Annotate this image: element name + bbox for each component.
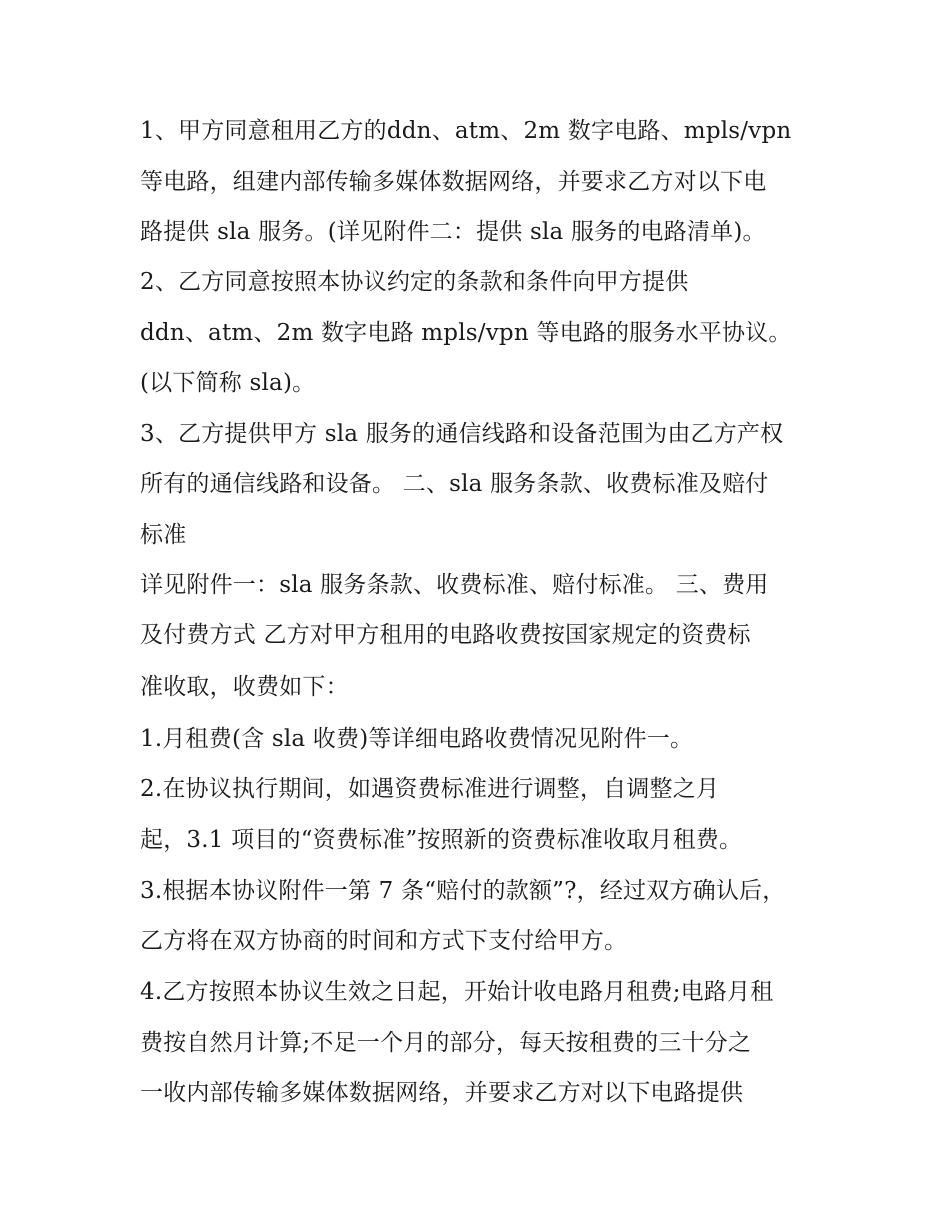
text-line-14: 2.在协议执行期间，如遇资费标准进行调整，自调整之月 bbox=[140, 776, 720, 802]
text-line-7: 3、乙方提供甲方 sla 服务的通信线路和设备范围为由乙方产权 bbox=[140, 421, 784, 447]
text-line-20: 一收内部传输多媒体数据网络，并要求乙方对以下电路提供 bbox=[140, 1080, 744, 1106]
text-line-8: 所有的通信线路和设备。 二、sla 服务条款、收费标准及赔付 bbox=[140, 471, 769, 497]
text-line-10: 详见附件一：sla 服务条款、收费标准、赔付标准。 三、费用 bbox=[140, 572, 769, 598]
text-line-4: 2、乙方同意按照本协议约定的条款和条件向甲方提供 bbox=[140, 269, 689, 295]
text-line-9: 标准 bbox=[140, 522, 187, 548]
text-line-6: (以下简称 sla)。 bbox=[140, 370, 316, 396]
text-line-3: 路提供 sla 服务。(详见附件二：提供 sla 服务的电路清单)。 bbox=[140, 219, 766, 245]
text-line-19: 费按自然月计算;不足一个月的部分，每天按租费的三十分之 bbox=[140, 1030, 752, 1056]
text-line-11: 及付费方式 乙方对甲方租用的电路收费按国家规定的资费标 bbox=[140, 622, 751, 648]
text-line-16: 3.根据本协议附件一第 7 条“赔付的款额”?，经过双方确认后， bbox=[140, 878, 786, 904]
text-line-2: 等电路，组建内部传输多媒体数据网络，并要求乙方对以下电 bbox=[140, 169, 767, 195]
text-line-13: 1.月租费(含 sla 收费)等详细电路收费情况见附件一。 bbox=[140, 726, 694, 752]
text-line-12: 准收取，收费如下： bbox=[140, 674, 349, 700]
text-line-1: 1、甲方同意租用乙方的ddn、atm、2m 数字电路、mpls/vpn bbox=[140, 118, 792, 144]
text-line-15: 起，3.1 项目的“资费标准”按照新的资费标准收取月租费。 bbox=[140, 827, 743, 853]
text-line-17: 乙方将在双方协商的时间和方式下支付给甲方。 bbox=[140, 928, 628, 954]
text-line-5: ddn、atm、2m 数字电路 mpls/vpn 等电路的服务水平协议。 bbox=[140, 320, 792, 346]
text-line-18: 4.乙方按照本协议生效之日起，开始计收电路月租费;电路月租 bbox=[140, 979, 774, 1005]
